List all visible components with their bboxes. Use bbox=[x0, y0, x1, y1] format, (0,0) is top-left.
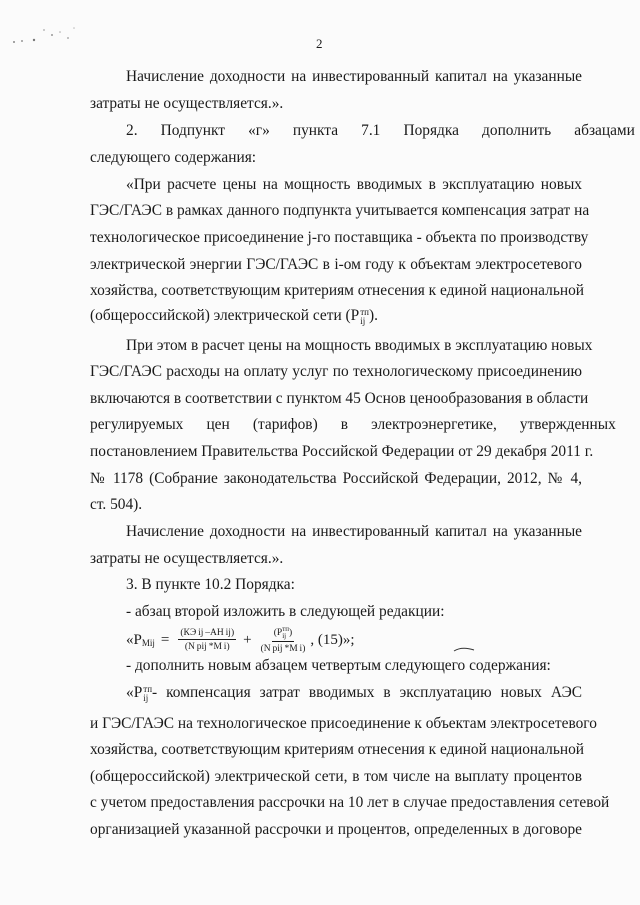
paragraph-line-with-symbol: «P тп ij - компенсация затрат вводимых в эксплуатацию новых АЭС bbox=[126, 678, 582, 708]
formula-15: «P $_{Mij}$ = $\frac{\text{(КЭ ij –АН ij)}}{\text{(N pij *M i)}}$ + (P тп ij ) (N pij *M i) , (15)»; bbox=[126, 625, 355, 654]
paragraph-line: ГЭС/ГАЭС в рамках данного подпункта учитывается компенсация затрат на bbox=[90, 202, 590, 219]
paragraph-line: (общероссийской) электрической сети (P bbox=[90, 307, 360, 324]
paragraph-line: технологическое присоединение j-го поставщика - объекта по производству bbox=[90, 229, 589, 246]
page-number: 2 bbox=[316, 36, 323, 51]
paragraph-line: № 1178 (Собрание законодательства Российской Федерации, 2012, № 4, bbox=[90, 470, 582, 487]
paragraph-line: 3. В пункте 10.2 Порядка: bbox=[126, 576, 295, 593]
paragraph-line: постановлением Правительства Российской Федерации от 29 декабря 2011 г. bbox=[90, 443, 594, 460]
paragraph-line: регулируемых цен (тарифов) в электроэнергетике, утвержденных bbox=[90, 416, 616, 433]
paragraph-line: ст. 504). bbox=[90, 496, 143, 513]
scan-artifact-icon bbox=[8, 20, 78, 50]
p-tp-symbol: тп ij bbox=[143, 683, 153, 703]
paragraph-line: организацией указанной рассрочки и процентов, определенных в договоре bbox=[90, 821, 582, 838]
paragraph-line: и ГЭС/ГАЭС на технологическое присоединение к объектам электросетевого bbox=[90, 715, 597, 732]
pen-stroke-icon bbox=[452, 642, 476, 656]
paragraph-line: ГЭС/ГАЭС расходы на оплату услуг по технологическому присоединению bbox=[90, 363, 582, 380]
paragraph-line: Начисление доходности на инвестированный капитал на указанные bbox=[126, 523, 582, 540]
fraction-1: $\frac{\text{(КЭ ij –АН ij)}}{\text{(N pij *M i)}}$ bbox=[180, 628, 235, 652]
paragraph-line-with-symbol: (общероссийской) электрической сети (P тп ij ). bbox=[90, 306, 378, 326]
paragraph-line: затраты не осуществляется.». bbox=[90, 550, 284, 567]
paragraph-line: «При расчете цены на мощность вводимых в эксплуатацию новых bbox=[126, 176, 582, 193]
paragraph-line: хозяйства, соответствующим критериям отнесения к единой национальной bbox=[90, 741, 585, 758]
paragraph-line: хозяйства, соответствующим критериям отнесения к единой национальной bbox=[90, 282, 585, 299]
paragraph-line: 2. Подпункт «г» пункта 7.1 Порядка дополнить абзацами bbox=[126, 122, 635, 139]
p-tp-symbol: тп ij bbox=[360, 306, 369, 326]
paragraph-line: - дополнить новым абзацем четвертым следующего содержания: bbox=[126, 657, 551, 674]
paragraph-line: При этом в расчет цены на мощность вводимых в эксплуатацию новых bbox=[126, 337, 593, 354]
paragraph-line: Начисление доходности на инвестированный капитал на указанные bbox=[126, 68, 582, 85]
paragraph-line: затраты не осуществляется.». bbox=[90, 95, 284, 112]
paragraph-line: - абзац второй изложить в следующей редакции: bbox=[126, 603, 445, 620]
paragraph-line: с учетом предоставления рассрочки на 10 лет в случае предоставления сетевой bbox=[90, 794, 610, 811]
paragraph-line: следующего содержания: bbox=[90, 149, 257, 166]
fraction-2: (P тп ij ) (N pij *M i) bbox=[260, 625, 306, 654]
paragraph-line: (общероссийской) электрической сети, в том числе на выплату процентов bbox=[90, 768, 582, 785]
paragraph-line: электрической энергии ГЭС/ГАЭС в i-ом году к объектам электросетевого bbox=[90, 256, 582, 273]
paragraph-line: включаются в соответствии с пунктом 45 Основ ценообразования в области bbox=[90, 390, 589, 407]
